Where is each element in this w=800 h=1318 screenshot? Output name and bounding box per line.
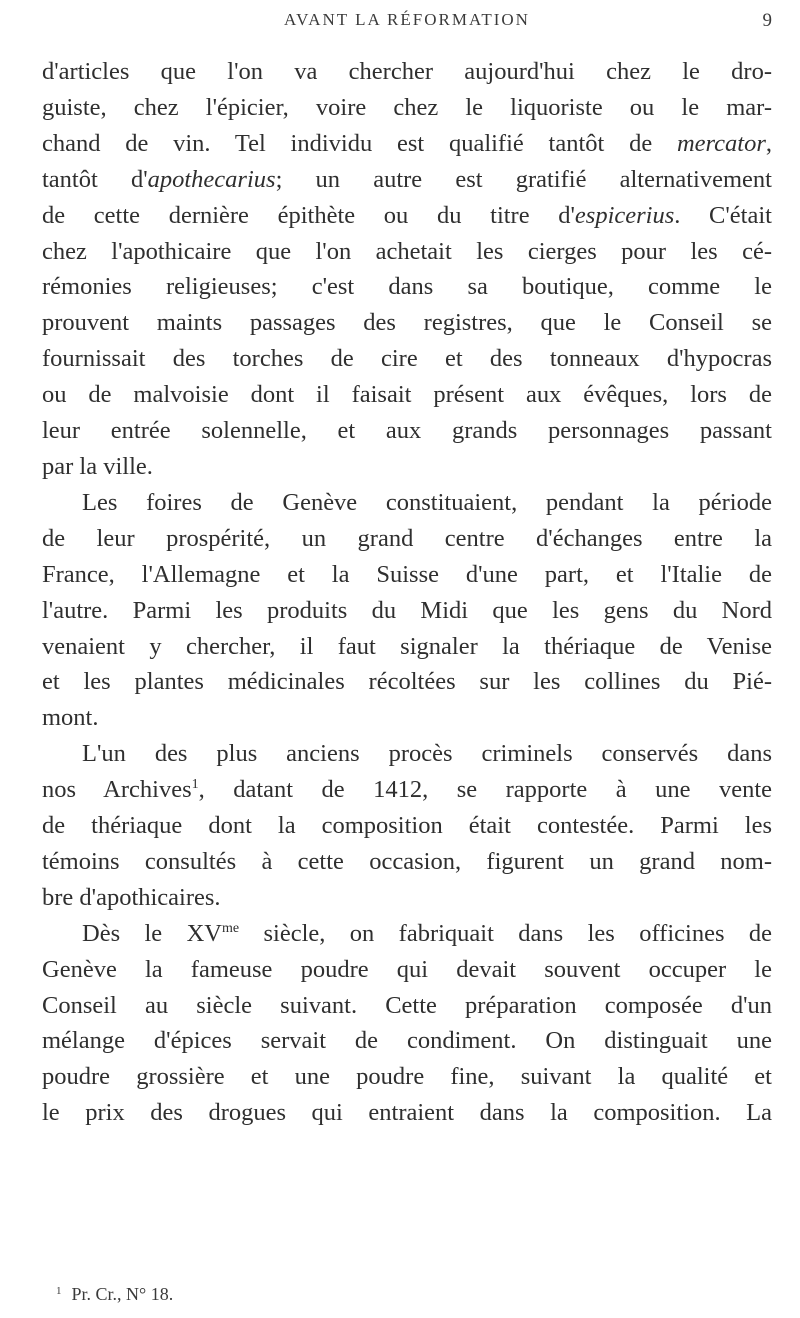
text-line: de cette dernière épithète ou du titre d'espicerius. C'était <box>42 201 772 229</box>
text-line: prouvent maints passages des registres, que le Conseil se <box>42 309 772 337</box>
body-text <box>42 54 772 1131</box>
running-title: AVANT LA RÉFORMATION <box>284 10 530 29</box>
footnote-marker: 1 <box>56 1285 62 1297</box>
text-line: mont. <box>42 704 99 732</box>
text-line: l'autre. Parmi les produits du Midi que les gens du Nord <box>42 596 772 624</box>
text-line: Les foires de Genève constituaient, pendant la période <box>82 488 772 516</box>
text-line: nos Archives$^1$, datant de 1412, se rapporte à une vente <box>42 776 773 804</box>
running-header <box>42 10 772 38</box>
latin-term: espicerius <box>574 201 675 229</box>
latin-term: mercator <box>676 129 766 157</box>
superscript: me <box>221 920 240 936</box>
text-line: fournissait des torches de cire et des tonneaux d'hypocras <box>42 345 772 373</box>
text-line: chand de vin. Tel individu est qualifié tantôt de mercator, <box>42 129 772 157</box>
text-line: venaient y chercher, il faut signaler la thériaque de Venise <box>42 632 772 660</box>
text-line: de thériaque dont la composition était contestée. Parmi les <box>42 812 772 840</box>
text-line: Dès le $XV^{me}$ siècle, on fabriquait dans les officines de <box>82 919 773 947</box>
text-line: et les plantes médicinales récoltées sur les collines du Pié- <box>42 668 772 696</box>
text-line: Genève la fameuse poudre qui devait souvent occuper le <box>42 955 772 983</box>
text-line: poudre grossière et une poudre fine, suivant la qualité et <box>42 1063 772 1091</box>
text-line: mélange d'épices servait de condiment. On distinguait une <box>42 1027 772 1055</box>
footnote-reference: 1 <box>191 777 199 793</box>
text-line: de leur prospérité, un grand centre d'échanges entre la <box>42 524 772 552</box>
text-line: guiste, chez l'épicier, voire chez le liquoriste ou le mar- <box>42 93 772 121</box>
text-line: témoins consultés à cette occasion, figurent un grand nom- <box>42 847 772 875</box>
text-line: Conseil au siècle suivant. Cette préparation composée d'un <box>42 991 772 1019</box>
text-line: leur entrée solennelle, et aux grands personnages passant <box>42 417 772 445</box>
text-line: L'un des plus anciens procès criminels conservés dans <box>82 740 772 768</box>
latin-term: apothecarius <box>147 165 276 193</box>
text-line: ou de malvoisie dont il faisait présent aux évêques, lors de <box>42 381 772 409</box>
text-line: d'articles que l'on va chercher aujourd'hui chez le dro- <box>42 58 772 85</box>
footnote-text: Pr. Cr., N° 18. <box>71 1284 174 1304</box>
text-line: chez l'apothicaire que l'on achetait les cierges pour les cé- <box>42 237 772 265</box>
text-line: le prix des drogues qui entraient dans la composition. La <box>42 1099 772 1127</box>
page-number: 9 <box>762 10 772 31</box>
text-line: France, l'Allemagne et la Suisse d'une part, et l'Italie de <box>42 560 772 588</box>
text-line: tantôt d'apothecarius; un autre est gratifié alternativement <box>42 165 772 193</box>
footnote <box>56 1284 173 1305</box>
text-line: par la ville. <box>42 452 153 480</box>
text-line: rémonies religieuses; c'est dans sa boutique, comme le <box>42 273 772 301</box>
text-line: bre d'apothicaires. <box>42 883 221 911</box>
